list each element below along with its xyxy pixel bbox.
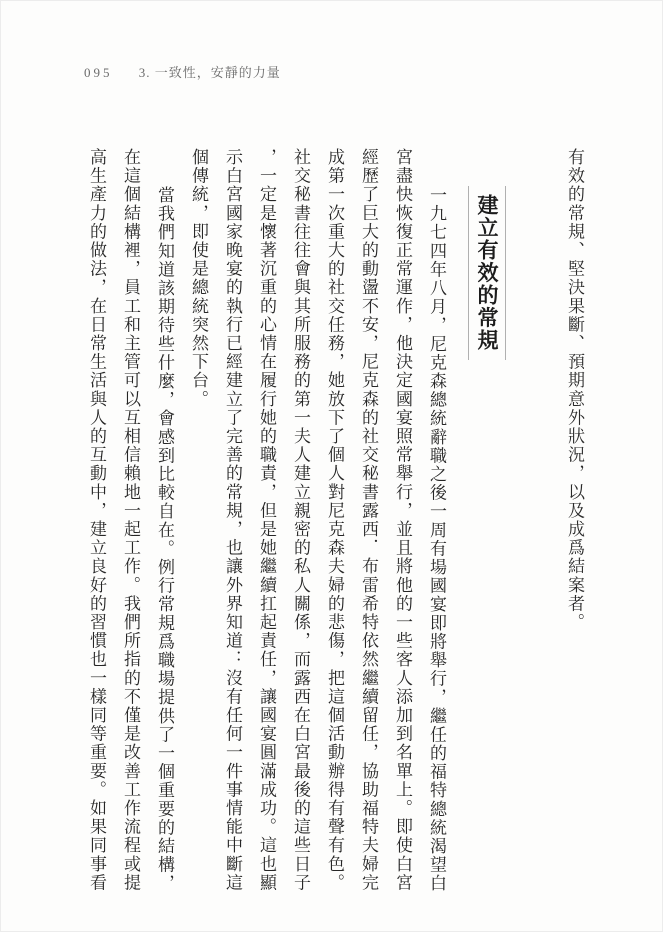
chapter-title: 3. 一致性，安靜的力量 [138,65,281,80]
section-title-text: 建立有效的常規 [468,186,506,360]
paragraph-2: 當我們知道該期待些什麼，會感到比較自在。例行常規爲職場提供了一個重要的結構，在這個結構裡，員工和主管可以互相信賴地一起工作。我們所指的不僅是改善工作流程或提高生產力的做法，在日常生活與人的互動中，建立良好的習慣也一樣同等重要。如果同事看 [87,148,174,893]
running-head [84,62,281,81]
section-title [467,148,507,893]
epigraph: 有效的常規、堅決果斷、預期意外狀況，以及成爲結案者。 [565,148,584,632]
vertical-text-block [79,148,591,893]
paragraph-1: 一九七四年八月，尼克森總統辭職之後一周有場國宴即將舉行，繼任的福特總統渴望白宮盡快恢復正常運作，他決定國宴照常舉行，並且將他的一些客人添加到名單上。即使白宮經歷了巨大的動盪不安，尼克森的社交秘書露西．布雷希特依然繼續留任，協助福特夫婦完成第一次重大的社交任務，她放下了個人對尼克森夫婦的悲傷，把這個活動辦得有聲有色。社交秘書往往會與其所服務的第一夫人建立親密的私人關係，而露西在白宮最後的這些日子，一定是懷著沉重的心情在履行她的職責，但是她繼續扛起責任，讓國宴圓滿成功。這也顯示白宮國家晚宴的執行已經建立了完善的常規，也讓外界知道：沒有任何一件事情能中斷這個傳統，即使是總統突然下台。 [189,148,446,893]
page-number: 095 [84,65,113,80]
